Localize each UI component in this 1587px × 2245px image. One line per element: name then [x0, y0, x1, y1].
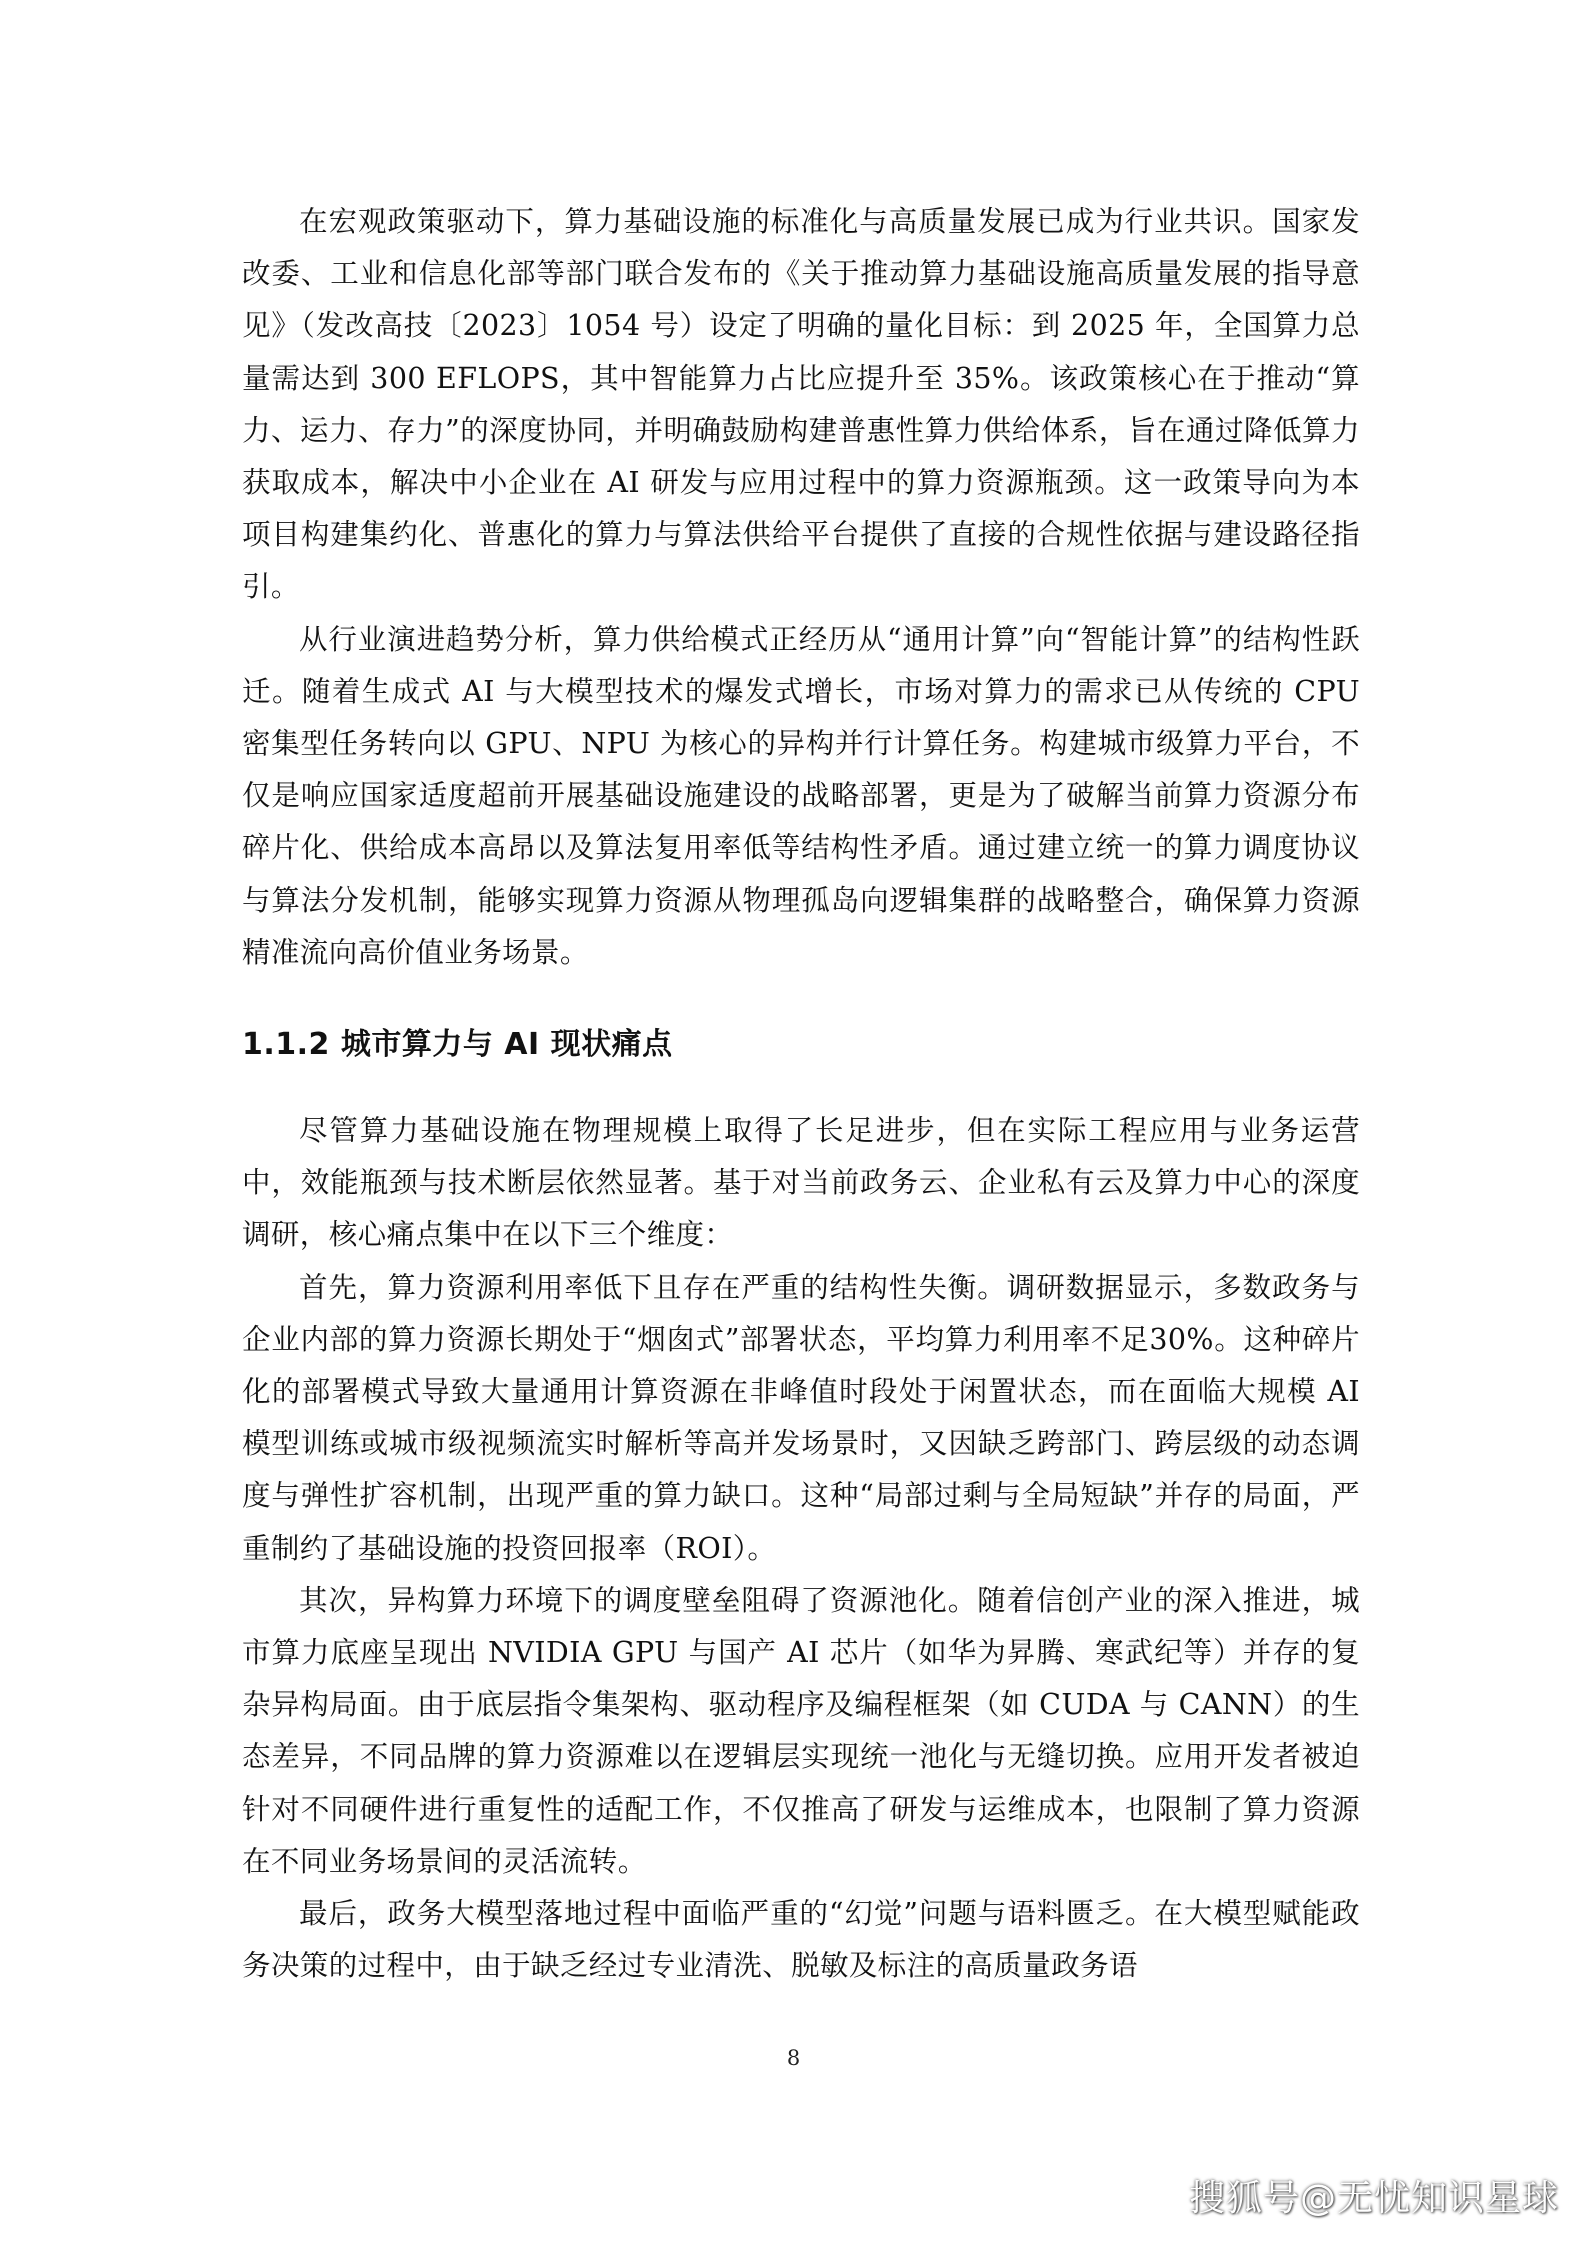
page-number: 8 — [786, 2046, 801, 2070]
paragraph-pain-points-intro: 尽管算力基础设施在物理规模上取得了长足进步，但在实际工程应用与业务运营中，效能瓶颈与技术断层依然显著。基于对当前政务云、企业私有云及算力中心的深度调研，核心痛点集中在以下三个维度： — [242, 1114, 1360, 1252]
paragraph-industry-trend: 从行业演进趋势分析，算力供给模式正经历从“通用计算”向“智能计算”的结构性跃迁。随着生成式 AI 与大模型技术的爆发式增长，市场对算力的需求已从传统的 CPU 密集型任务转向以 GPU、NPU 为核心的异构并行计算任务。构建城市级算力平台，不仅是响应国家适度超前开展基础设施建设的战略部署，更是为了破解当前算力资源分布碎片化、供给成本高昂以及算法复用率低等结构性矛盾。通过建立统一的算力调度协议与算法分发机制，能够实现算力资源从物理孤岛向逻辑集群的战略整合，确保算力资源精准流向高价值业务场景。 — [242, 622, 1360, 969]
watermark: 搜狐号@无忧知识星球 — [1188, 2178, 1559, 2219]
paragraph-utilization: 首先，算力资源利用率低下且存在严重的结构性失衡。调研数据显示，多数政务与企业内部的算力资源长期处于“烟囱式”部署状态，平均算力利用率不足30%。这种碎片化的部署模式导致大量通用计算资源在非峰值时段处于闲置状态，而在面临大规模 AI 模型训练或城市级视频流实时解析等高并发场景时，又因缺乏跨部门、跨层级的动态调度与弹性扩容机制，出现严重的算力缺口。这种“局部过剩与全局短缺”并存的局面，严重制约了基础设施的投资回报率（ROI）。 — [242, 1270, 1360, 1565]
section-heading: 1.1.2 城市算力与 AI 现状痛点 — [242, 1027, 673, 1063]
paragraph-llm-hallucination: 最后，政务大模型落地过程中面临严重的“幻觉”问题与语料匮乏。在大模型赋能政务决策的过程中，由于缺乏经过专业清洗、脱敏及标注的高质量政务语 — [242, 1897, 1360, 1983]
paragraph-heterogeneous: 其次，异构算力环境下的调度壁垒阻碍了资源池化。随着信创产业的深入推进，城市算力底座呈现出 NVIDIA GPU 与国产 AI 芯片（如华为昇腾、寒武纪等）并存的复杂异构局面。由于底层指令集架构、驱动程序及编程框架（如 CUDA 与 CANN）的生态差异，不同品牌的算力资源难以在逻辑层实现统一池化与无缝切换。应用开发者被迫针对不同硬件进行重复性的适配工作，不仅推高了研发与运维成本，也限制了算力资源在不同业务场景间的灵活流转。 — [242, 1583, 1360, 1878]
paragraph-policy: 在宏观政策驱动下，算力基础设施的标准化与高质量发展已成为行业共识。国家发改委、工业和信息化部等部门联合发布的《关于推动算力基础设施高质量发展的指导意见》（发改高技〔2023〕1054 号）设定了明确的量化目标：到 2025 年，全国算力总量需达到 300 EFLOPS，其中智能算力占比应提升至 35%。该政策核心在于推动“算力、运力、存力”的深度协同，并明确鼓励构建普惠性算力供给体系，旨在通过降低算力获取成本，解决中小企业在 AI 研发与应用过程中的算力资源瓶颈。这一政策导向为本项目构建集约化、普惠化的算力与算法供给平台提供了直接的合规性依据与建设路径指引。 — [242, 205, 1360, 604]
page-body — [242, 196, 1360, 1993]
